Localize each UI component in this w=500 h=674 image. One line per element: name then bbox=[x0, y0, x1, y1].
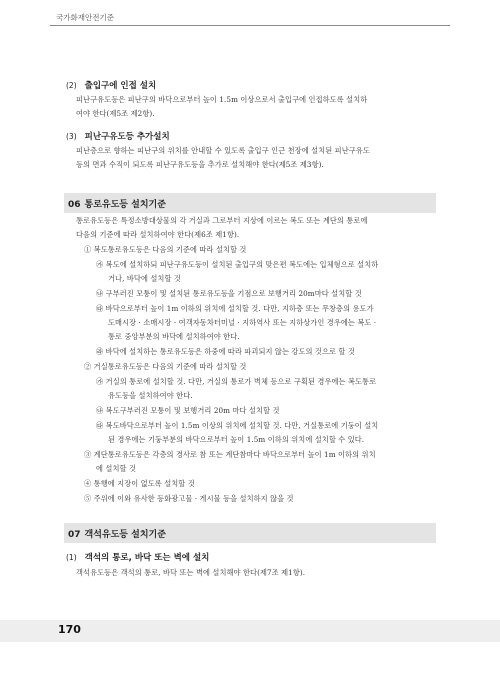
paragraph-line: 여야 한다(제5조 제2항). bbox=[76, 109, 155, 118]
running-header: 국가화재안전기준 bbox=[56, 13, 114, 22]
paragraph-line: 다음의 기준에 따라 설치하여야 한다(제6조 제1항). bbox=[76, 230, 240, 239]
section-title-bar-06 bbox=[64, 193, 436, 213]
subsection-title: 피난구유도등 추가설치 bbox=[84, 132, 170, 142]
section-number: 07 bbox=[68, 530, 81, 540]
list-subitem: ㉰ 바닥으로부터 높이 1m 이하의 위치에 설치할 것. 다만, 지하층 또는 무창층의 용도가 bbox=[96, 304, 374, 313]
page-number: 170 bbox=[58, 623, 81, 636]
list-subitem-cont: 거나, 바닥에 설치할 것 bbox=[108, 274, 181, 283]
subsection-title: 출입구에 인접 설치 bbox=[84, 81, 157, 91]
section-title bbox=[68, 197, 166, 210]
section-title-text: 통로유도등 설치기준 bbox=[84, 200, 166, 210]
list-subitem: ㉯ 복도구부러진 모퉁이 및 보행거리 20m 마다 설치할 것 bbox=[96, 406, 280, 415]
list-subitem: ㉯ 구부러진 모퉁이 및 설치된 통로유도등을 기점으로 보행거리 20m마다 설치할 것 bbox=[96, 289, 362, 298]
subsection-number: (2) bbox=[66, 81, 77, 90]
list-subitem-cont: 유도등을 설치하여야 한다. bbox=[108, 391, 193, 400]
subsection-number: (1) bbox=[66, 553, 77, 562]
list-item: ③ 계단통로유도등은 각층의 경사로 참 또는 계단참마다 바닥으로부터 높이 1m 이하의 위치 bbox=[84, 450, 376, 459]
subsection-number: (3) bbox=[66, 132, 77, 141]
list-item: ① 복도통로유도등은 다음의 기준에 따라 설치할 것 bbox=[84, 245, 247, 254]
list-subitem: ㉱ 바닥에 설치하는 통로유도등은 하중에 따라 파괴되지 않는 강도의 것으로 할 것 bbox=[96, 347, 355, 356]
subsection-heading-3 bbox=[66, 130, 170, 142]
subsection-heading-2 bbox=[66, 79, 156, 91]
header-rule bbox=[50, 25, 450, 26]
paragraph-line: 등의 면과 수직이 되도록 피난구유도등을 추가로 설치해야 한다(제5조 제3항). bbox=[76, 160, 324, 169]
list-subitem-cont: 통로 중앙부분의 바닥에 설치하여야 한다. bbox=[108, 332, 240, 341]
paragraph-line: 통로유도등은 특정소방대상물의 각 거실과 그로부터 지상에 이르는 복도 또는 계단의 통로에 bbox=[76, 216, 368, 225]
subsection-heading-7-1 bbox=[66, 551, 209, 563]
paragraph-line: 피난층으로 향하는 피난구의 위치를 안내할 수 있도록 출입구 인근 천장에 설치된 피난구유도 bbox=[76, 146, 370, 155]
paragraph-line: 객석유도등은 객석의 통로, 바닥 또는 벽에 설치해야 한다(제7조 제1항). bbox=[76, 568, 306, 577]
list-item-cont: 에 설치할 것 bbox=[96, 464, 136, 473]
list-subitem: ㉰ 복도바닥으로부터 높이 1.5m 이상의 위치에 설치할 것. 다만, 거실통로에 기둥이 설치 bbox=[96, 421, 379, 430]
section-title bbox=[68, 527, 166, 540]
list-subitem: ㉮ 복도에 설치하되 피난구유도등이 설치된 출입구의 맞은편 복도에는 입체형으로 설치하 bbox=[96, 260, 379, 269]
paragraph-line: 피난구유도등은 피난구의 바닥으로부터 높이 1.5m 이상으로서 출입구에 인접하도록 설치하 bbox=[76, 95, 368, 104]
section-title-text: 객석유도등 설치기준 bbox=[84, 530, 166, 540]
list-item: ⑤ 주위에 이와 유사한 등화광고물 · 게시물 등을 설치하지 않을 것 bbox=[84, 494, 294, 503]
list-subitem: ㉮ 거실의 통로에 설치할 것. 다만, 거실의 통로가 벽체 등으로 구획된 경우에는 복도통로 bbox=[96, 377, 377, 386]
list-subitem-cont: 도매시장 · 소매시장 · 여객자동차터미널 · 지하역사 또는 지하상가인 경우에는 복도 · bbox=[108, 318, 377, 327]
list-item: ② 거실통로유도등은 다음의 기준에 따라 설치할 것 bbox=[84, 362, 247, 371]
subsection-title: 객석의 통로, 바닥 또는 벽에 설치 bbox=[84, 553, 210, 563]
list-item: ④ 통행에 지장이 없도록 설치할 것 bbox=[84, 479, 195, 488]
section-number: 06 bbox=[68, 200, 81, 210]
list-subitem-cont: 된 경우에는 기둥부분의 바닥으로부터 높이 1.5m 이하의 위치에 설치할 수 있다. bbox=[108, 435, 365, 444]
section-title-bar-07 bbox=[64, 523, 436, 543]
